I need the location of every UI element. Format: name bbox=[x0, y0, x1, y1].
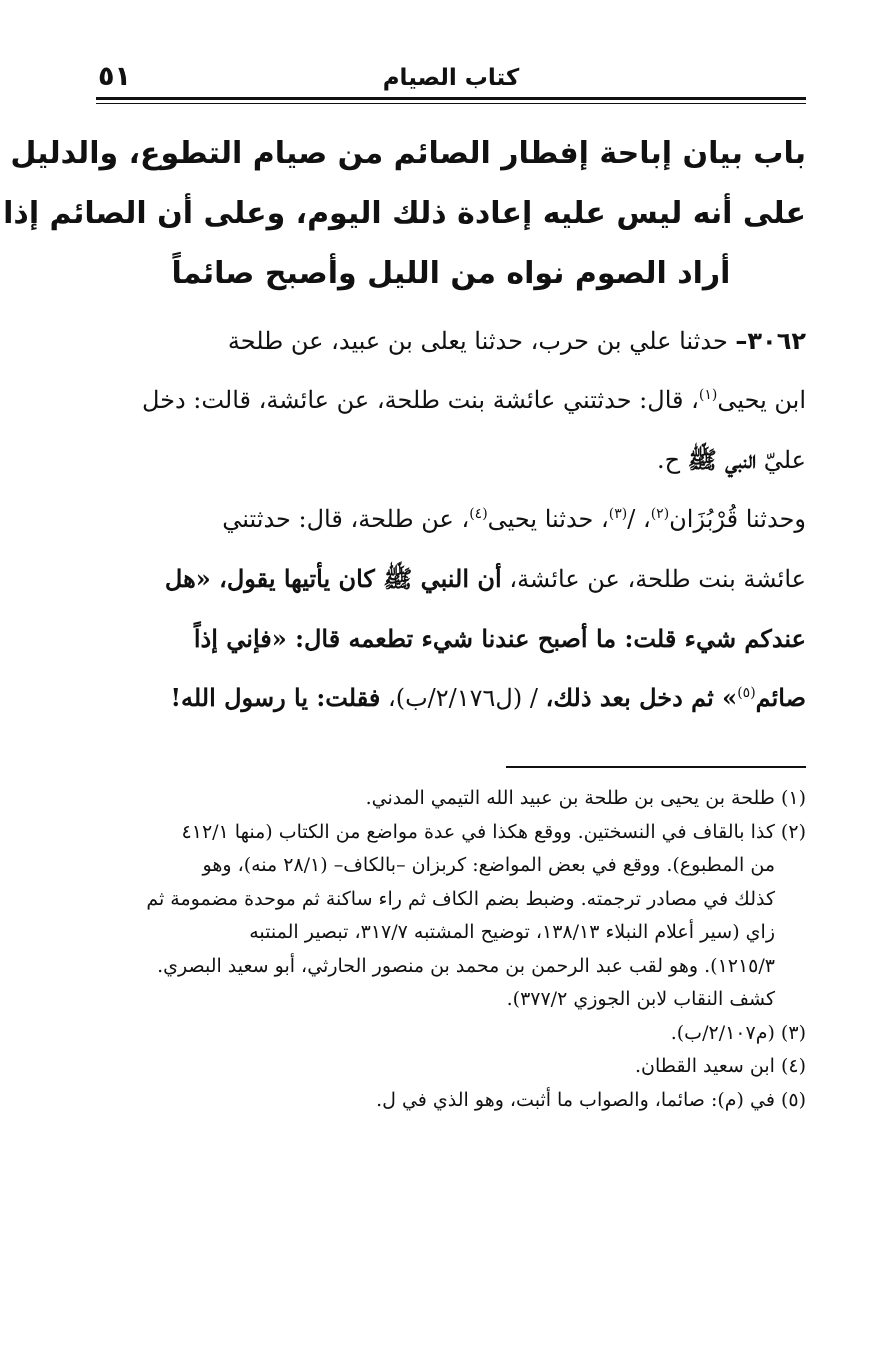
footnote-1: (١) طلحة بن يحيى بن طلحة بن عبيد الله التيمي المدني. bbox=[365, 787, 806, 809]
text-line: عائشة بنت طلحة، عن عائشة، أن النبي ﷺ كان يأتيها يقول، «هل bbox=[164, 564, 806, 593]
page-number: ٥١ bbox=[98, 61, 131, 92]
footnote-5: (٥) في (م): صائما، والصواب ما أثبت، وهو الذي في ل. bbox=[376, 1088, 806, 1111]
chapter-heading bbox=[3, 124, 806, 304]
text-line: وحدثنا قُرْبُزَان$^{(٢)}$، /$^{(٣)}$، حدثنا يحيى$^{(٤)}$، عن طلحة، قال: حدثتني bbox=[222, 505, 806, 533]
footnote-2-cont: كشف النقاب لابن الجوزي ٣٧٧/٢). bbox=[506, 988, 775, 1010]
text-line: عندكم شيء قلت: ما أصبح عندنا شيء تطعمه قال: «فإني إذاً bbox=[193, 624, 806, 653]
hadith-paragraph bbox=[96, 312, 806, 490]
hadith-paragraph bbox=[96, 490, 806, 728]
footnote-ref[interactable]: (٢) bbox=[650, 506, 670, 522]
footnote-ref[interactable]: (٣) bbox=[608, 506, 628, 522]
hadith-text bbox=[96, 312, 806, 728]
hadith-number: ٣٠٦٢– bbox=[735, 327, 806, 355]
footnote-2-cont: زاي (سير أعلام النبلاء ١٣٨/١٣، توضيح المشتبه ٣١٧/٧، تبصير المنتبه bbox=[249, 921, 775, 943]
text-line: صائم$^{(٥)}$» ثم دخل بعد ذلك، / (ل٢/١٧٦/ب)، فقلت: يا رسول الله! bbox=[170, 683, 806, 712]
footnote-ref[interactable]: (١) bbox=[698, 387, 718, 403]
footnote-ref[interactable]: (٥) bbox=[737, 685, 756, 701]
footnote-2-cont: ١٢١٥/٣). وهو لقب عبد الرحمن بن محمد بن منصور الحارثي، أبو سعيد البصري. bbox=[157, 954, 775, 977]
footnote-separator bbox=[506, 766, 806, 768]
footnote-2: (٢) كذا بالقاف في النسختين. ووقع هكذا في عدة مواضع من الكتاب (منها ٤١٢/١ bbox=[181, 820, 806, 843]
page-title: كتاب الصيام bbox=[382, 65, 520, 91]
footnotes bbox=[96, 782, 806, 1117]
footnote-ref[interactable]: (٤) bbox=[469, 506, 488, 522]
chapter-heading-line: أراد الصوم نواه من الليل وأصبح صائماً bbox=[171, 256, 731, 291]
running-header bbox=[96, 55, 806, 97]
text-line: عليّ النبي ﷺ ح. bbox=[657, 445, 806, 474]
text-line: ابن يحيى$^{(١)}$، قال: حدثتني عائشة بنت طلحة، عن عائشة، قالت: دخل bbox=[141, 386, 806, 414]
footnote-2-cont: من المطبوع). ووقع في بعض المواضع: كربزان –بالكاف– (٢٨/١ منه)، وهو bbox=[202, 854, 775, 876]
footnote-3: (٣) (م٢/١٠٧/ب). bbox=[670, 1021, 806, 1044]
footnote-2-cont: كذلك في مصادر ترجمته. وضبط بضم الكاف ثم راء ساكنة ثم موحدة مضمومة ثم bbox=[146, 887, 775, 910]
book-page bbox=[3, 55, 806, 1117]
text-line: ٣٠٦٢– حدثنا علي بن حرب، حدثنا يعلى بن عبيد، عن طلحة bbox=[227, 327, 806, 355]
chapter-heading-line: على أنه ليس عليه إعادة ذلك اليوم، وعلى أن الصائم إذا bbox=[3, 196, 806, 231]
footnote-4: (٤) ابن سعيد القطان. bbox=[634, 1055, 806, 1077]
header-rule-thin bbox=[96, 103, 806, 104]
chapter-heading-line: باب بيان إباحة إفطار الصائم من صيام التطوع، والدليل bbox=[10, 136, 806, 171]
